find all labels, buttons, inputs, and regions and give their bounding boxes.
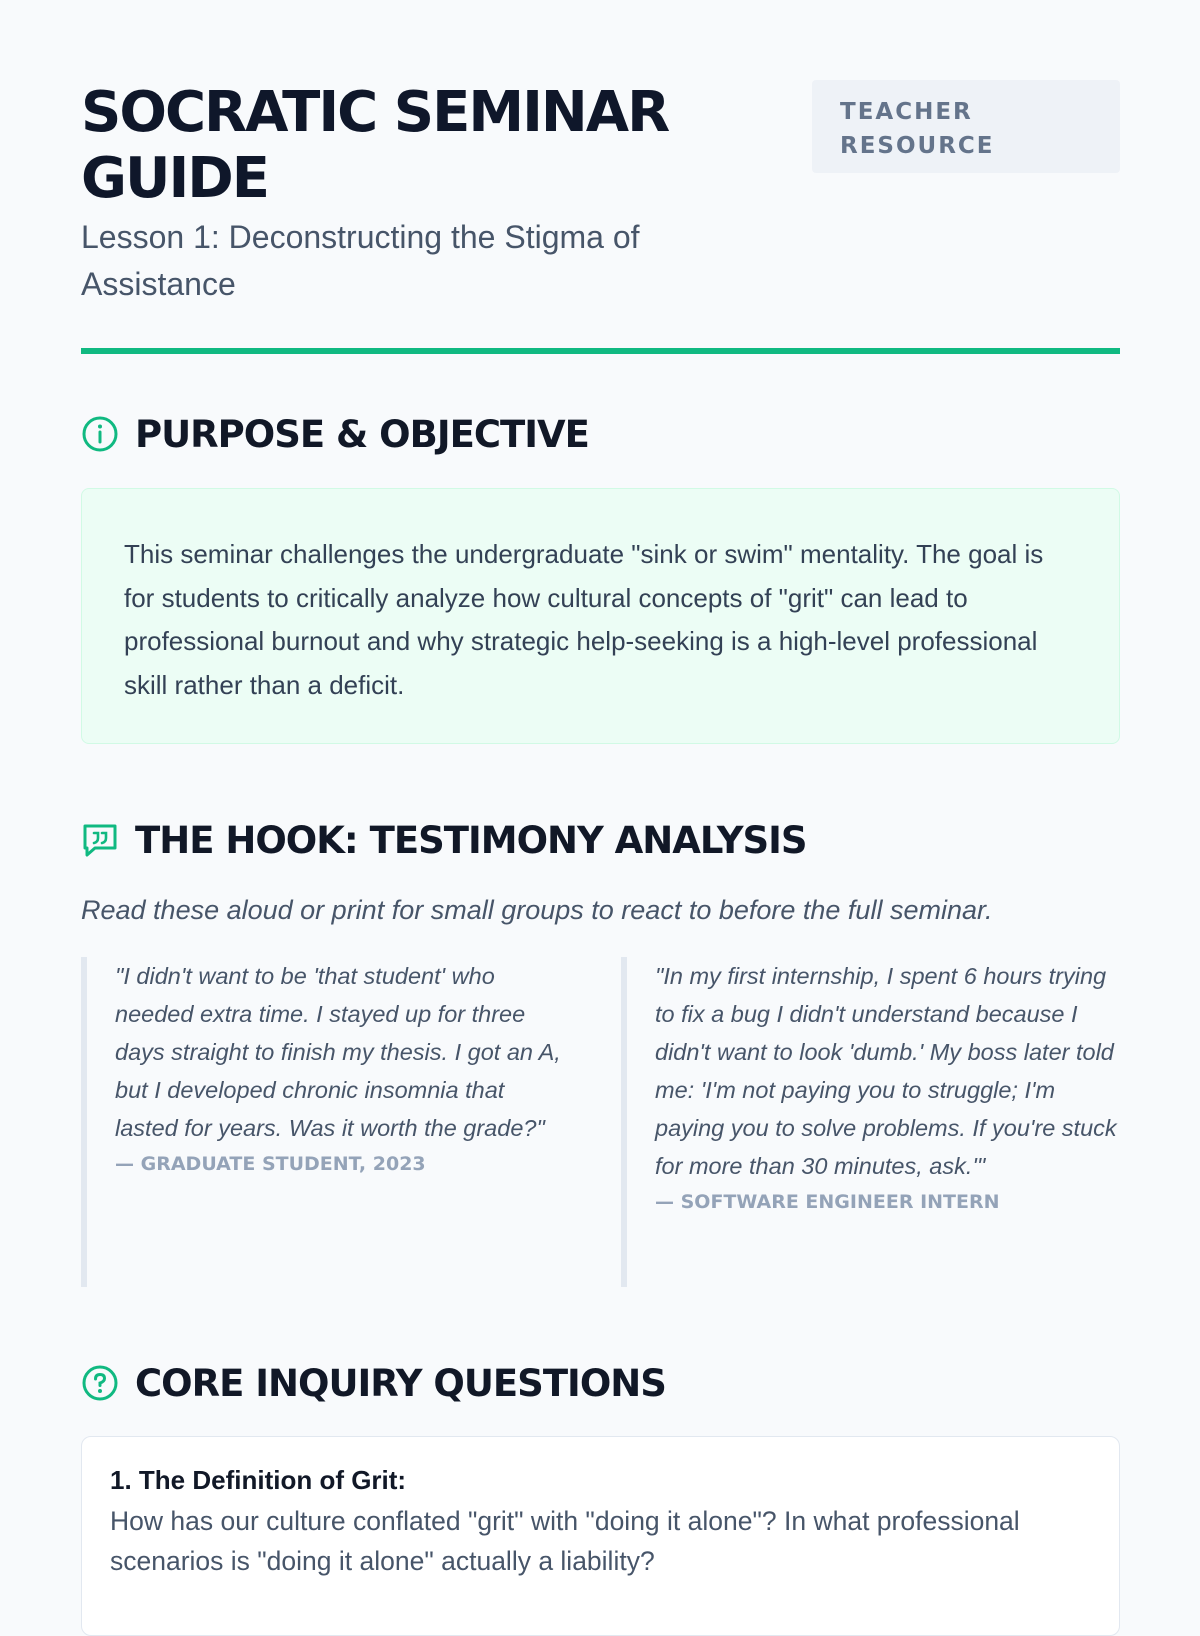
question-circle-icon (81, 1364, 119, 1402)
teacher-resource-badge: TEACHER RESOURCE (812, 80, 1120, 173)
question-card (81, 1436, 1120, 1636)
inquiry-section-heading (81, 1358, 666, 1408)
testimony-quote: "I didn't want to be 'that student' who needed extra time. I stayed up for three days straight to finish my thesis. I got an A, but I developed chronic insomnia that lasted for years. Was it worth the grade?" (115, 963, 561, 1141)
testimony-attribution: — GRADUATE STUDENT, 2023 (115, 1153, 426, 1175)
testimony-card (621, 957, 1126, 1287)
hook-section-heading (81, 815, 807, 865)
seminar-guide-page (81, 0, 1120, 1576)
page-header (81, 0, 1120, 355)
testimony-card (81, 957, 566, 1287)
purpose-text: This seminar challenges the undergraduate "sink or swim" mentality. The goal is for students to critically analyze how cultural concepts of "grit" can lead to professional burnout and why strategic help-seeking is a high-level professional skill rather than a deficit. (124, 539, 1044, 700)
page-title: SOCRATIC SEMINAR GUIDE (81, 80, 669, 211)
header-divider (81, 348, 1120, 354)
testimony-attribution: — SOFTWARE ENGINEER INTERN (655, 1191, 1000, 1213)
purpose-heading: PURPOSE & OBJECTIVE (135, 412, 589, 456)
testimony-quote: "In my first internship, I spent 6 hours trying to fix a bug I didn't understand because I didn't want to look 'dumb.' My boss later told me: 'I'm not paying you to struggle; I'm paying you to solve problems. If you're stuck for more than 30 minutes, ask.'" (655, 963, 1117, 1179)
hook-heading: THE HOOK: TESTIMONY ANALYSIS (135, 818, 807, 862)
info-circle-icon (81, 415, 119, 453)
inquiry-heading: CORE INQUIRY QUESTIONS (135, 1361, 666, 1405)
question-title: 1. The Definition of Grit: (110, 1465, 407, 1495)
lesson-subtitle: Lesson 1: Deconstructing the Stigma of Assistance (81, 219, 640, 302)
hook-intro: Read these aloud or print for small groups to react to before the full seminar. (81, 895, 993, 925)
purpose-box (81, 488, 1120, 744)
question-body: How has our culture conflated "grit" with "doing it alone"? In what professional scenarios is "doing it alone" actually a liability? (110, 1506, 1020, 1576)
quote-bubble-icon (81, 821, 119, 859)
purpose-section-heading (81, 409, 589, 459)
